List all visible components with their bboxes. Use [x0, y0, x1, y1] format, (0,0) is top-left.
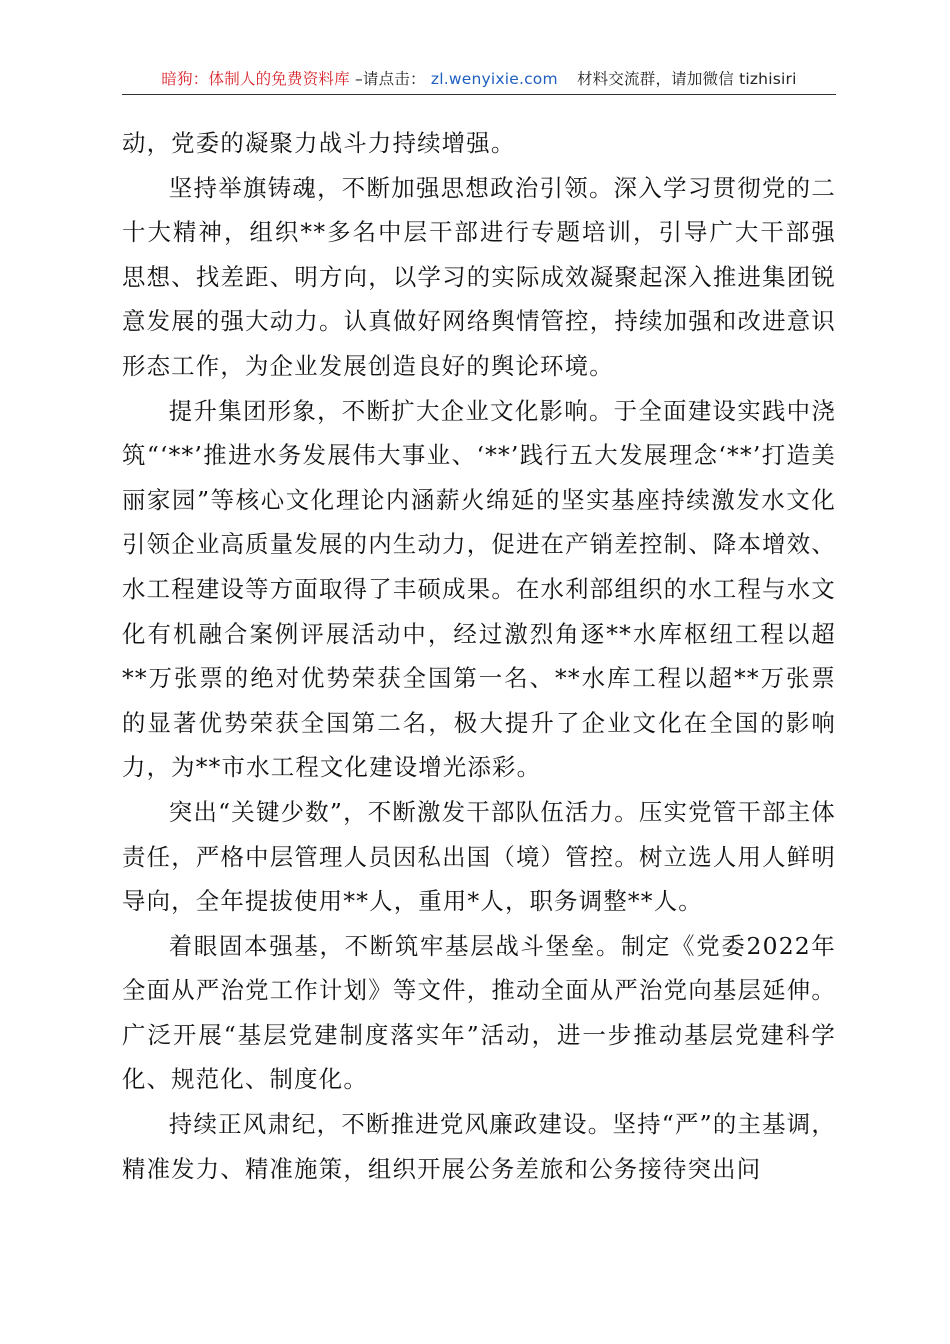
header-contact: 材料交流群，请加微信 tizhisiri [576, 70, 797, 88]
header-brand: 暗狗：体制人的免费资料库 [161, 70, 350, 88]
document-body [122, 121, 836, 1191]
page-header [122, 64, 836, 94]
paragraph-discipline: 持续正风肃纪，不断推进党风廉政建设。坚持“严”的主基调，精准发力、精准施策，组织开展公务差旅和公务接待突出问 [122, 1110, 836, 1183]
paragraph-culture: 提升集团形象，不断扩大企业文化影响。于全面建设实践中浇筑“‘**’推进水务发展伟大事业、‘**’践行五大发展理念‘**’打造美丽家园”等核心文化理论内涵薪火绵延的坚实基座持续激发水文化引领企业高质量发展的内生动力，促进在产销差控制、降本增效、水工程建设等方面取得了丰硕成果。在水利部组织的水工程与水文化有机融合案例评展活动中，经过激烈角逐**水库枢纽工程以超**万张票的绝对优势荣获全国第一名、**水库工程以超**万张票的显著优势荣获全国第二名，极大提升了企业文化在全国的影响力，为**市水工程文化建设增光添彩。 [122, 396, 836, 782]
paragraph-grassroots: 着眼固本强基，不断筑牢基层战斗堡垒。制定《党委2022年全面从严治党工作计划》等文件，推动全面从严治党向基层延伸。广泛开展“基层党建制度落实年”活动，进一步推动基层党建科学化、规范化、制度化。 [122, 931, 836, 1094]
header-prompt: –请点击： [354, 70, 426, 88]
header-divider [122, 94, 836, 95]
paragraph-continuation: 动，党委的凝聚力战斗力持续增强。 [122, 129, 516, 157]
paragraph-ideology: 坚持举旗铸魂，不断加强思想政治引领。深入学习贯彻党的二十大精神，组织**多名中层干部进行专题培训，引导广大干部强思想、找差距、明方向，以学习的实际成效凝聚起深入推进集团锐意发展的强大动力。认真做好网络舆情管控，持续加强和改进意识形态工作，为企业发展创造良好的舆论环境。 [122, 173, 836, 380]
header-url-link[interactable]: zl.wenyixie.com [430, 70, 558, 88]
paragraph-cadres: 突出“关键少数”，不断激发干部队伍活力。压实党管干部主体责任，严格中层管理人员因私出国（境）管控。树立选人用人鲜明导向，全年提拔使用**人，重用*人，职务调整**人。 [122, 797, 836, 916]
